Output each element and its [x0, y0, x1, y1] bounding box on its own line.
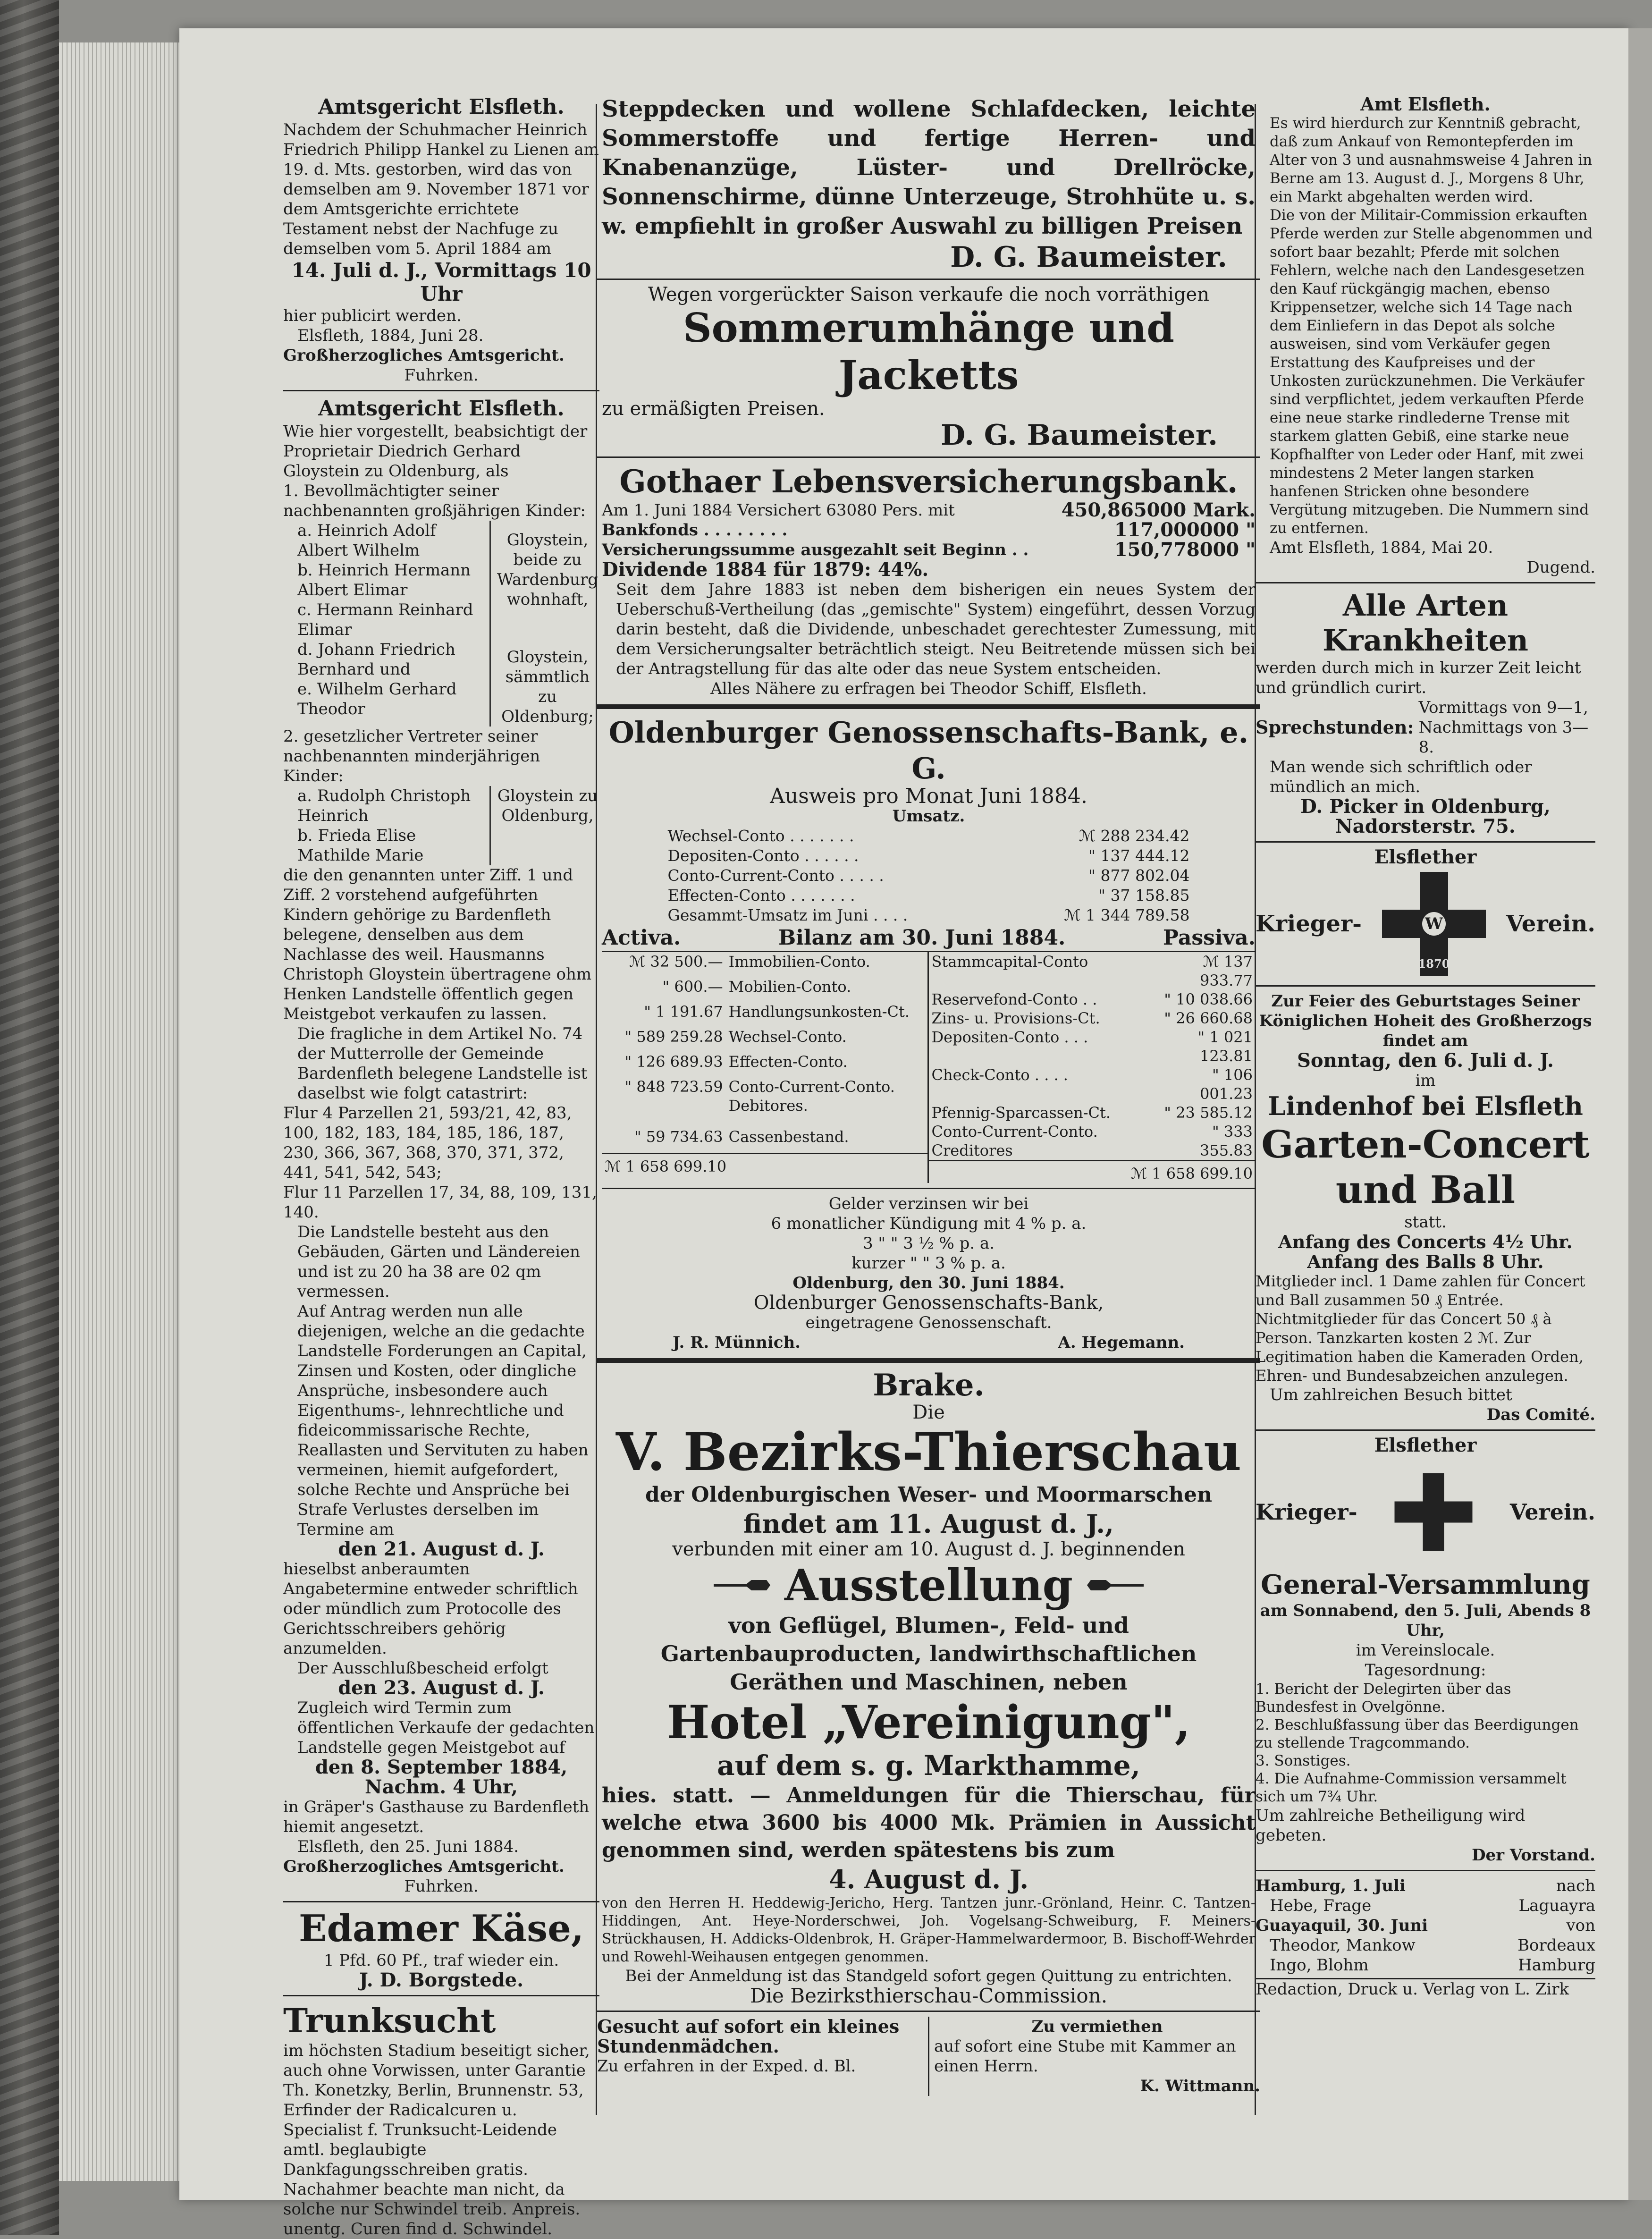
notice-signature: Großherzogliches Amtsgericht.	[283, 1857, 565, 1876]
ship-name: Theodor, Mankow	[1270, 1936, 1416, 1955]
ad-place: Lindenhof bei Elsfleth	[1268, 1091, 1583, 1121]
imprint: Redaction, Druck u. Verlag von L. Zirk	[1256, 1978, 1595, 1999]
ad-title: Sommerumhänge und Jacketts	[683, 304, 1174, 398]
divider	[1256, 841, 1595, 843]
table-row	[667, 905, 1190, 925]
ship-dest: Laguayra	[1518, 1896, 1595, 1915]
notice-name: Fuhrken.	[404, 1877, 479, 1896]
ad-text: im	[1415, 1071, 1436, 1090]
table-cell: " 589 259.28	[624, 1028, 723, 1046]
iron-cross-icon	[1377, 867, 1491, 980]
passiva-sum: ℳ 1 658 699.10	[929, 1161, 1256, 1183]
pointing-hand-left-icon	[1087, 1578, 1144, 1592]
signatory: J. R. Münnich.	[673, 1333, 801, 1352]
ad-side-label: Verein.	[1509, 1499, 1595, 1525]
table-row	[602, 1002, 928, 1027]
table-cell: Cassenbestand.	[728, 1128, 849, 1146]
ad-hotel: Hotel „Vereinigung",	[666, 1696, 1191, 1749]
ad-signature: Die Bezirksthierschau-Commission.	[750, 1984, 1108, 2007]
table-row	[602, 952, 928, 977]
left-column	[283, 94, 599, 2239]
ad-title: Oldenburger Genossenschafts-Bank, e. G.	[608, 715, 1249, 786]
bilanz-activa-label: Activa.	[602, 926, 681, 950]
notice-text: hieselbst anberaumten Angabetermine entweder schriftlich oder mündlich zum Protocolle des Gerichtsschreibers gehörig anzumelden.	[283, 1560, 578, 1658]
list-item: 1. Bericht der Delegirten über das Bundesfest in Ovelgönne.	[1256, 1681, 1511, 1715]
table-row	[929, 952, 1256, 990]
table-cell: " 1 021 123.81	[1197, 1028, 1253, 1065]
table-cell: Stammcapital-Conto	[931, 953, 1088, 971]
table-row	[929, 1028, 1256, 1065]
notice-text: Der Ausschlußbescheid erfolgt	[297, 1659, 548, 1678]
notice-text: 1. Bevollmächtigter seiner nachbenannten großjährigen Kinder:	[283, 482, 586, 520]
table-row	[602, 1077, 928, 1127]
small-ads-row	[597, 2017, 1260, 2096]
notice-place: Elsfleth, den 25. Juni 1884.	[297, 1837, 519, 1856]
notice-place: Amt Elsfleth, 1884, Mai 20.	[1270, 538, 1493, 557]
ad-side-label: Krieger-	[1256, 911, 1362, 937]
ad-head: Elsflether	[1374, 1434, 1477, 1456]
table-cell: ℳ 32 500.—	[629, 953, 723, 971]
table-row	[667, 846, 1190, 866]
table-cell: Gesammt-Umsatz im Juni . . . .	[667, 906, 908, 924]
ad-text: Seit dem Jahre 1883 ist neben dem bisherigen ein neues System der Ueberschuß-Vertheilung (das „gemischte" System) eingeführt, dessen Vorzug darin besteht, daß die Dividende, unbeschadet gerechtester Zumessung, mit dem Versicherungsalter beträchtlich steigt. Neu Beitretende müssen sich bei der Antragstellung für das alte oder das neue System entscheiden.	[616, 580, 1256, 678]
ad-date: am Sonnabend, den 5. Juli, Abends 8 Uhr,	[1260, 1601, 1591, 1640]
ad-date: findet am 11. August d. J.,	[743, 1509, 1114, 1539]
table-cell: Mobilien-Conto.	[728, 978, 851, 996]
ship-dest: von	[1566, 1916, 1595, 1935]
table-cell: " 137 444.12	[1088, 846, 1190, 865]
ad-date: Sonntag, den 6. Juli d. J.	[1297, 1049, 1554, 1072]
table-row	[667, 866, 1190, 886]
list-item: 2. Beschlußfassung über das Beerdigungen zu stellende Tragcommando.	[1256, 1716, 1579, 1751]
bracket-note: Gloystein, beide zu Wardenburg wohnhaft,	[497, 531, 598, 609]
table-cell: Pfennig-Sparcassen-Ct.	[931, 1104, 1111, 1122]
table-row	[929, 1065, 1256, 1103]
ad-text: Zu erfahren in der Exped. d. Bl.	[597, 2057, 856, 2076]
bracket-note: Gloystein, sämmtlich zu Oldenburg;	[501, 648, 594, 726]
table-cell: " 59 734.63	[634, 1128, 723, 1146]
gothaer-line: Am 1. Juni 1884 Versichert 63080 Pers. mit	[602, 501, 955, 520]
list-item: e. Wilhelm Gerhard Theodor	[297, 680, 457, 718]
pointing-hand-right-icon	[714, 1578, 770, 1592]
ad-heading: Ausstellung	[784, 1560, 1073, 1611]
list-item: 3. Sonstiges.	[1256, 1752, 1351, 1769]
table-cell: " 848 723.59	[624, 1078, 723, 1096]
divider-thick	[597, 1358, 1260, 1363]
bank-signature: eingetragene Genossenschaft.	[805, 1313, 1052, 1332]
list-item: d. Johann Friedrich Bernhard und	[297, 640, 455, 679]
ad-baumeister-1	[597, 94, 1260, 274]
ad-signature: Das Comité.	[1486, 1405, 1595, 1424]
table-cell: Conto-Current-Conto . . . . .	[667, 866, 884, 885]
divider	[597, 456, 1260, 458]
ad-text: verbunden mit einer am 10. August d. J. beginnenden	[672, 1538, 1185, 1560]
bank-date: Oldenburg, den 30. Juni 1884.	[792, 1274, 1065, 1293]
gothaer-line: Bankfonds . . . . . . . .	[602, 521, 788, 540]
notice-text: Die fragliche in dem Artikel No. 74 der Mutterrolle der Gemeinde Bardenfleth belegene Landstelle ist daselbst wie folgt catastrirt:	[297, 1024, 588, 1103]
table-row	[929, 990, 1256, 1009]
right-column	[1256, 94, 1595, 1999]
ad-trunksucht	[283, 2001, 599, 2239]
iron-cross-icon	[1391, 1470, 1476, 1555]
ad-text: Man wende sich schriftlich oder mündlich an mich.	[1270, 758, 1532, 796]
notice-amt-elsfleth	[1256, 94, 1595, 577]
ship-name: Ingo, Blohm	[1270, 1956, 1369, 1975]
notice-text: Flur 4 Parzellen 21, 593/21, 42, 83, 100, 182, 183, 184, 185, 186, 187, 230, 366, 367, 368, 370, 371, 372, 441, 541, 542, 543;	[283, 1104, 572, 1182]
notice-title: Amt Elsfleth.	[1360, 93, 1491, 115]
bank-signature: Oldenburger Genossenschafts-Bank,	[753, 1292, 1104, 1314]
notice-amtsgericht-1	[283, 94, 599, 385]
notice-date: den 8. September 1884, Nachm. 4 Uhr,	[315, 1756, 568, 1798]
table-cell: Check-Conto . . . .	[931, 1066, 1068, 1084]
bank-rates: kurzer " " 3 % p. a.	[851, 1254, 1006, 1273]
ad-text: von den Herren H. Heddewig-Jericho, Herg. Tantzen junr.-Grönland, Heinr. C. Tantzen-Hiddingen, Ant. Heye-Norderschwei, Joh. Vogelsang-Schweiburg, F. Meiners-Strückhausen, H. Addicks-Oldenbrok, H. Gräper-Hammelwardermoor, B. Bischoff-Wehrder und Rowehl-Weihausen entgegen genommen.	[602, 1895, 1256, 1965]
notice-text: Die von der Militair-Commission erkauften Pferde werden zur Stelle abgenommen und sofort baar bezahlt; Pferde mit solchen Fehlern, welche nach den Landesgesetzen den Kauf rückgängig machen, ebenso Krippensetzer, welche sich 14 Tage nach dem Einliefern in das Depot als solche ausweisen, sind vom Verkäufer gegen Erstattung des Kaufpreises und der Unkosten zurückzunehmen. Die Verkäufer sind verpflichtet, jedem verkauften Pferde eine neue starke rindlederne Trense mit starkem glatten Gebiß, eine starke neue Kopfhalfter von Leder oder Hanf, mit zwei mindestens 2 Meter langen starken hanfenen Stricken ohne besondere Vergütung mitzugeben. Die Nummern sind zu entfernen.	[1270, 207, 1593, 537]
ad-time: Anfang des Balls 8 Uhr.	[1307, 1251, 1544, 1272]
ad-town: Brake.	[873, 1368, 985, 1403]
cross-monogram: W	[1422, 912, 1446, 936]
ad-text: Steppdecken und wollene Schlafdecken, leichte Sommerstoffe und fertige Herren- und Knabenanzüge, Lüster- und Drellröcke, Sonnenschirme, dünne Unterzeuge, Strohhüte u. s. w. empfiehlt in großer Auswahl zu billigen Preisen	[602, 96, 1256, 239]
middle-column	[597, 94, 1260, 2096]
children-list-minor	[283, 786, 599, 865]
notice-text: Nachdem der Schuhmacher Heinrich Friedrich Philipp Hankel zu Lienen am 19. d. Mts. gestorben, wird das von demselben am 9. November 1871 vor dem Amtsgerichte errichtete Testament nebst der Nachfuge zu demselben vom 5. April 1884 am	[283, 120, 599, 258]
binding-marble	[0, 0, 59, 2235]
bilanz-passiva-label: Passiva.	[1163, 926, 1256, 950]
table-cell: " 37 158.85	[1098, 886, 1190, 904]
gothaer-value: 150,778000 "	[1114, 539, 1256, 561]
ad-signature: K. Wittmann.	[1140, 2077, 1260, 2095]
table-cell: Effecten-Conto . . . . . . .	[667, 886, 855, 904]
table-cell: Wechsel-Conto.	[728, 1028, 847, 1046]
table-row	[667, 886, 1190, 905]
ad-text: werden durch mich in kurzer Zeit leicht und gründlich curirt.	[1256, 659, 1581, 697]
ad-text: im Vereinslocale.	[1356, 1641, 1495, 1660]
divider	[1256, 582, 1595, 583]
notice-date: 14. Juli d. J., Vormittags 10 Uhr	[291, 259, 591, 305]
table-cell: ℳ 137 933.77	[1200, 953, 1253, 989]
ad-text: Mitglieder incl. 1 Dame zahlen für Concert und Ball zusammen 50 ₰ Entrée. Nichtmitglieder für das Concert 50 ₰ à Person. Tanzkarten kosten 2 ℳ. Zur Legitimation haben die Kameraden Orden, Ehren- und Bundesabzeichen anzulegen.	[1256, 1272, 1585, 1385]
table-cell: " 126 689.93	[624, 1053, 723, 1071]
table-row	[602, 1127, 928, 1153]
table-cell: Conto-Current-Conto. Creditores	[931, 1123, 1098, 1159]
notice-text: hier publicirt werden.	[283, 306, 462, 325]
ad-time: Anfang des Concerts 4½ Uhr.	[1278, 1231, 1573, 1252]
table-row	[929, 1103, 1256, 1122]
table-cell: " 106 001.23	[1200, 1066, 1253, 1103]
passiva-table	[929, 952, 1256, 1183]
gothaer-value: 450,865000 Mark.	[1061, 499, 1256, 521]
ad-thierschau	[597, 1369, 1260, 2006]
notice-text: Auf Antrag werden nun alle diejenigen, welche an die gedachte Landstelle Forderungen an Capital, Zinsen und Kosten, oder dingliche Ansprüche, insbesondere auch Eigenthums-, lehnrechtliche und fideicommissarische Rechte, Reallasten und Servituten zu haben vermeinen, hiemit aufgefordert, solche Rechte und Ansprüche bei Strafe Verlustes derselben im Termine am	[297, 1302, 589, 1539]
ad-text: 1 Pfd. 60 Pf., traf wieder ein.	[323, 1951, 559, 1970]
umsatz-table	[667, 826, 1190, 925]
notice-name: Dugend.	[1526, 558, 1595, 577]
ad-hours: Nachmittags von 3—8.	[1418, 718, 1589, 757]
bank-subtitle: Ausweis pro Monat Juni 1884.	[770, 784, 1087, 808]
shipping-news	[1256, 1876, 1595, 1999]
ad-subtitle: der Oldenburgischen Weser- und Moormarschen	[645, 1483, 1213, 1507]
ad-kriegerverein-2	[1256, 1436, 1595, 1865]
signatory: A. Hegemann.	[1058, 1333, 1185, 1352]
table-cell: " 600.—	[662, 978, 723, 996]
notice-text: Wie hier vorgestellt, beabsichtigt der Proprietair Diedrich Gerhard Gloystein zu Oldenburg, als	[283, 422, 588, 481]
table-cell: " 10 038.66	[1164, 990, 1253, 1008]
ad-text: zu ermäßigten Preisen.	[602, 398, 825, 420]
page-edges	[59, 42, 182, 2181]
ad-location: auf dem s. g. Markthamme,	[717, 1749, 1140, 1782]
gothaer-value: 117,000000 "	[1114, 519, 1256, 541]
activa-sum: ℳ 1 658 699.10	[602, 1153, 928, 1183]
notice-text: Flur 11 Parzellen 17, 34, 88, 109, 131, 140.	[283, 1183, 597, 1222]
list-item: a. Heinrich Adolf Albert Wilhelm	[297, 521, 436, 560]
ad-title: Gothaer Lebensversicherungsbank.	[619, 463, 1238, 500]
table-cell: Wechsel-Conto . . . . . . .	[667, 827, 854, 845]
ad-gesucht	[597, 2017, 929, 2096]
ad-agenda-title: Tagesordnung:	[1365, 1661, 1486, 1680]
bank-rates: 3 " " 3 ½ % p. a.	[862, 1234, 995, 1253]
book-binding	[0, 0, 59, 2235]
ad-head: Elsflether	[1374, 846, 1477, 868]
table-cell: ℳ 1 344 789.58	[1064, 906, 1190, 924]
divider	[1256, 1870, 1595, 1871]
table-row	[929, 1009, 1256, 1028]
notice-name: Fuhrken.	[404, 366, 479, 385]
ship-dest: nach	[1556, 1876, 1595, 1895]
divider	[597, 279, 1260, 280]
notice-text: Zugleich wird Termin zum öffentlichen Verkaufe der gedachten Landstelle gegen Meistgebot auf	[297, 1698, 595, 1757]
notice-signature: Großherzogliches Amtsgericht.	[283, 346, 565, 365]
ad-text: Zur Feier des Geburtstages Seiner Königlichen Hoheit des Großherzogs findet am	[1259, 992, 1592, 1050]
notice-title: Amtsgericht Elsfleth.	[318, 397, 565, 421]
divider	[283, 1995, 599, 1996]
table-cell: Depositen-Conto . . . . . .	[667, 846, 859, 865]
ad-title: Edamer Käse,	[299, 1907, 584, 1950]
table-cell: " 26 660.68	[1164, 1009, 1253, 1027]
table-cell: Zins- u. Provisions-Ct.	[931, 1009, 1100, 1027]
ship-dest: Bordeaux	[1517, 1936, 1595, 1955]
notice-date: den 23. August d. J.	[338, 1677, 545, 1699]
table-row	[929, 1161, 1256, 1183]
ad-kriegerverein-1	[1256, 847, 1595, 1425]
table-cell: ℳ 288 234.42	[1079, 827, 1190, 845]
notice-text: die den genannten unter Ziff. 1 und Ziff. 2 vorstehend aufgeführten Kindern gehörige zu Bardenfleth belegene, denselben aus dem Nachlasse des weil. Hausmanns Christoph Gloystein übertragene ohm Henken Landstelle öffentlich gegen Meistgebot verkaufen zu lassen.	[283, 866, 592, 1023]
ad-lead: Wegen vorgerückter Saison verkaufe die noch vorräthigen	[648, 284, 1209, 305]
ad-text: Die	[912, 1402, 945, 1423]
ship-port: Guayaquil, 30. Juni	[1256, 1916, 1428, 1935]
ad-baumeister-2	[597, 285, 1260, 452]
ad-gothaer	[597, 463, 1260, 699]
ship-port: Hamburg, 1. Juli	[1256, 1876, 1406, 1895]
ad-genossenschaftsbank	[597, 715, 1260, 1352]
divider	[602, 1188, 1256, 1189]
ad-signature: D. G. Baumeister.	[950, 241, 1227, 274]
ad-text: im höchsten Stadium beseitigt sicher, auch ohne Vorwissen, unter Garantie Th. Konetzky, Berlin, Brunnenstr. 53, Erfinder der Radicalcuren u. Specialist f. Trunksucht-Leidende amtl. beglaubigte Dankfagungsschreiben gratis. Nachahmer beachte man nicht, da solche nur Schwindel treib. Anpreis. unentg. Curen find d. Schwindel.	[283, 2041, 590, 2239]
table-cell: " 333 355.83	[1200, 1123, 1253, 1159]
ad-side-label: Krieger-	[1256, 1499, 1357, 1525]
notice-text: Es wird hierdurch zur Kenntniß gebracht, daß zum Ankauf von Remontepferden im Alter von 3 und ausnahmsweise 4 Jahren in Berne am 13. August d. J., Morgens 8 Uhr, ein Markt abgehalten werden wird.	[1270, 115, 1593, 205]
ad-signature: Der Vorstand.	[1472, 1846, 1595, 1865]
ad-side-label: Verein.	[1506, 911, 1595, 937]
ship-name: Hebe, Frage	[1270, 1896, 1372, 1915]
ad-signature: D. G. Baumeister.	[941, 419, 1218, 452]
table-row	[602, 1052, 928, 1077]
table-row	[602, 1153, 928, 1183]
ad-text: Um zahlreiche Betheiligung wird gebeten.	[1256, 1806, 1526, 1845]
ad-text: von Geflügel, Blumen-, Feld- und Gartenbauproducten, landwirthschaftlichen Geräthen und Maschinen, neben	[660, 1613, 1197, 1695]
notice-amtsgericht-2	[283, 396, 599, 1896]
ad-text: Gesucht auf sofort ein kleines Stundenmädchen.	[597, 2016, 900, 2057]
ad-title: V. Bezirks-Thierschau	[615, 1421, 1242, 1482]
divider	[283, 390, 599, 391]
divider	[283, 1901, 599, 1902]
divider	[1256, 1429, 1595, 1431]
ad-vermiethen	[929, 2017, 1260, 2096]
divider-thick	[597, 704, 1260, 709]
right-margin	[1628, 28, 1652, 2200]
table-cell: " 877 802.04	[1088, 866, 1190, 885]
ad-hours: Vormittags von 9—1,	[1418, 698, 1588, 717]
table-cell: Depositen-Conto . . .	[931, 1028, 1088, 1046]
bracket-note: Gloystein zu Oldenburg,	[497, 786, 598, 825]
ad-title: Alle Arten Krankheiten	[1323, 588, 1528, 658]
ad-text: hies. statt. — Anmeldungen für die Thierschau, für welche etwa 3600 bis 4000 Mk. Prämien in Aussicht genommen sind, werden spätestens bis zum	[602, 1783, 1256, 1862]
table-cell: Immobilien-Conto.	[728, 953, 870, 971]
table-row	[602, 1027, 928, 1052]
table-cell: Handlungsunkosten-Ct.	[728, 1003, 910, 1021]
gothaer-line: Versicherungssumme ausgezahlt seit Beginn . .	[602, 541, 1029, 559]
notice-title: Amtsgericht Elsfleth.	[318, 95, 565, 119]
children-list-adult	[283, 521, 599, 727]
cross-year: 1870	[1418, 957, 1450, 971]
ad-title: Garten-Concert	[1261, 1122, 1590, 1166]
notice-text: Die Landstelle besteht aus den Gebäuden, Gärten und Ländereien und ist zu 20 ha 38 are 02 qm vermessen.	[297, 1223, 581, 1301]
ad-title: Trunksucht	[283, 2001, 496, 2040]
ad-text: auf sofort eine Stube mit Kammer an einen Herrn.	[934, 2037, 1236, 2076]
divider	[597, 2011, 1260, 2012]
ad-title: Zu vermiethen	[1031, 2017, 1163, 2036]
ad-text: Um zahlreichen Besuch bittet	[1270, 1386, 1512, 1404]
notice-text: in Gräper's Gasthause zu Bardenfleth hiemit angesetzt.	[283, 1798, 590, 1836]
list-item: b. Frieda Elise Mathilde Marie	[297, 826, 424, 865]
ship-dest: Hamburg	[1518, 1956, 1595, 1975]
ad-signature: J. D. Borgstede.	[359, 1969, 524, 1991]
bank-rates: Gelder verzinsen wir bei	[828, 1194, 1029, 1213]
ad-date: 4. August d. J.	[828, 1864, 1028, 1894]
divider	[1256, 985, 1595, 987]
bank-umsatz-title: Umsatz.	[892, 807, 965, 826]
ad-title: und Ball	[1335, 1167, 1516, 1212]
table-cell: " 23 585.12	[1164, 1104, 1253, 1122]
table-cell: " 1 191.67	[644, 1003, 723, 1021]
bilanz-title: Bilanz am 30. Juni 1884.	[778, 926, 1066, 950]
ad-signature: D. Picker in Oldenburg, Nadorsterstr. 75.	[1300, 795, 1551, 837]
bank-rates: 6 monatlicher Kündigung mit 4 % p. a.	[771, 1214, 1087, 1233]
notice-place: Elsfleth, 1884, Juni 28.	[297, 326, 484, 345]
ad-edamer	[283, 1907, 599, 1990]
table-row	[667, 826, 1190, 846]
notice-text: 2. gesetzlicher Vertreter seiner nachbenannten minderjährigen Kinder:	[283, 727, 540, 786]
table-cell: Effecten-Conto.	[728, 1053, 848, 1071]
ad-text: Bei der Anmeldung ist das Standgeld sofort gegen Quittung zu entrichten.	[625, 1967, 1232, 1986]
table-cell: Reservefond-Conto . .	[931, 990, 1097, 1008]
table-row	[602, 977, 928, 1002]
ad-krankheiten	[1256, 588, 1595, 836]
table-cell: Conto-Current-Conto. Debitores.	[728, 1078, 895, 1115]
table-row	[929, 1122, 1256, 1161]
ad-text: statt.	[1404, 1213, 1447, 1232]
ad-signature: Alles Nähere zu erfragen bei Theodor Schiff, Elsfleth.	[710, 679, 1147, 698]
list-item: c. Hermann Reinhard Elimar	[297, 600, 473, 639]
activa-table	[602, 952, 929, 1183]
notice-date: den 21. August d. J.	[338, 1538, 545, 1560]
list-item: 4. Die Aufnahme-Commission versammelt sich um 7¾ Uhr.	[1256, 1770, 1567, 1805]
gothaer-dividend: Dividende 1884 für 1879: 44%.	[602, 558, 929, 581]
list-item: a. Rudolph Christoph Heinrich	[297, 786, 471, 825]
ad-title: General-Versammlung	[1261, 1569, 1590, 1600]
ad-hours-label: Sprechstunden:	[1256, 717, 1414, 738]
list-item: b. Heinrich Hermann Albert Elimar	[297, 561, 471, 600]
